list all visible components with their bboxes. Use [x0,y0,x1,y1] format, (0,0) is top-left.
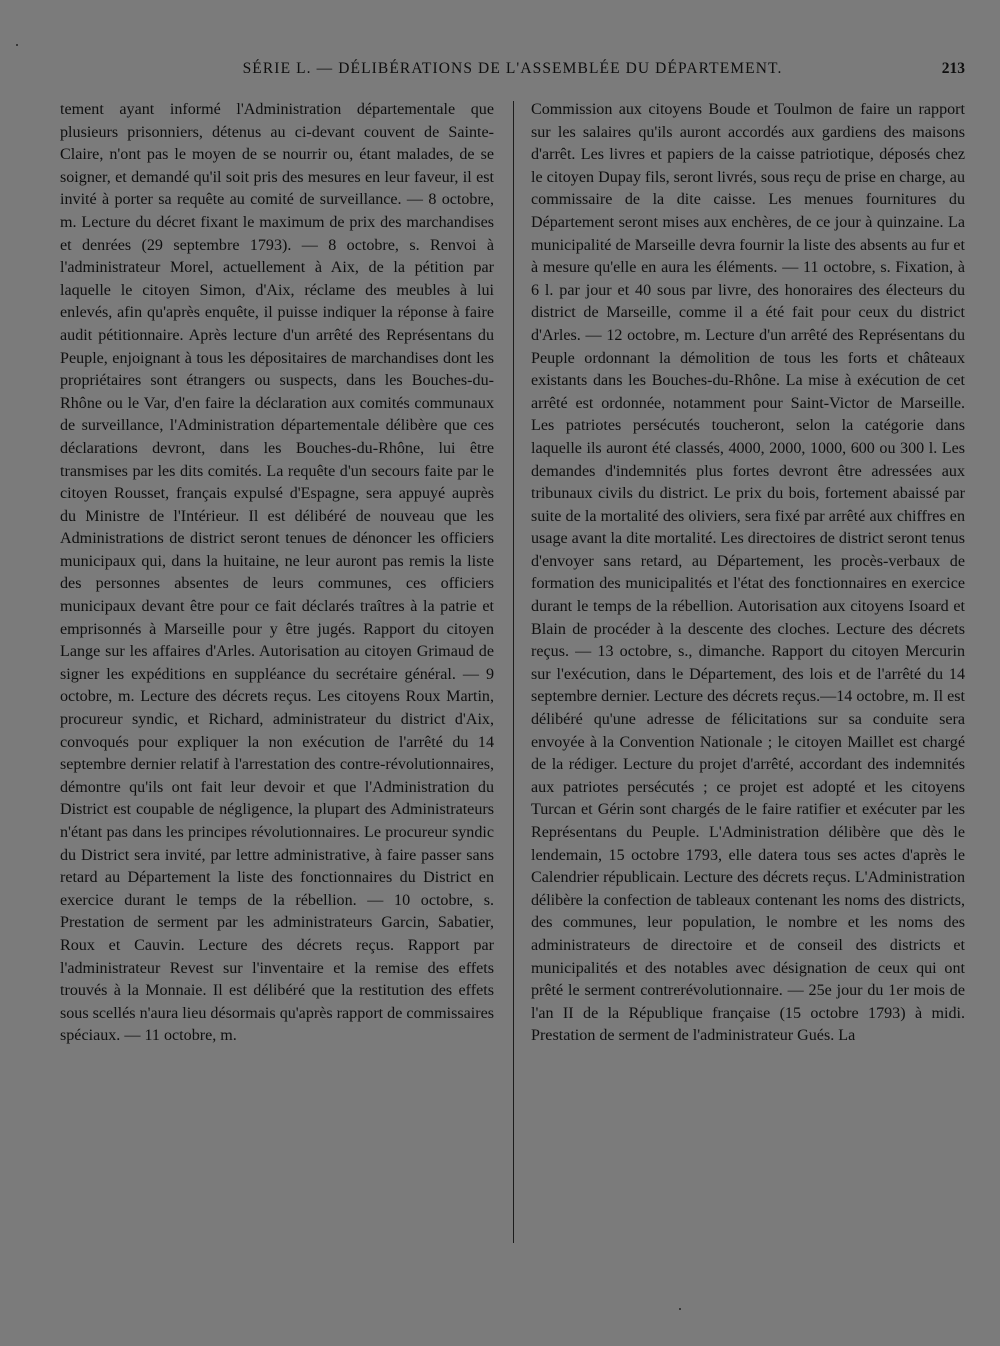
left-column-text: tement ayant informé l'Administration départementale que plusieurs prisonniers, détenus au ci-devant couvent de Sainte-Claire, n'ont pas le moyen de se nourrir ou, étant malades, de se soigner, et demandé qu'il soit pris des mesures en leur faveur, il est invité à porter sa requête au comité de surveillance. — 8 octobre, m. Lecture du décret fixant le maximum de prix des marchandises et denrées (29 septembre 1793). — 8 octobre, s. Renvoi à l'administrateur Morel, actuellement à Aix, de la pétition par laquelle le citoyen Simon, d'Aix, réclame des meubles à lui enlevés, afin qu'après enquête, il puisse indiquer la réponse à faire audit pétitionnaire. Après lecture d'un arrêté des Représentans du Peuple, enjoignant à tous les dépositaires de marchandises dont les propriétaires sont étrangers ou suspects, dans les Bouches-du-Rhône ou le Var, d'en faire la déclaration aux comités communaux de surveillance, l'Administration départementale délibère que ces déclarations devront, dans les Bouches-du-Rhône, lui être transmises par les dits comités. La requête d'un secours faite par le citoyen Rousset, français expulsé d'Espagne, sera appuyé auprès du Ministre de l'Intérieur. Il est délibéré de nouveau que les Administrations de district seront tenues de dénoncer les officiers municipaux qui, dans la huitaine, ne leur auront pas remis la liste des personnes absentes de leurs communes, ces officiers municipaux devant être pour ce fait déclarés traîtres à la patrie et emprisonnés à Marseille pour y être jugés. Rapport du citoyen Lange sur les affaires d'Arles. Autorisation au citoyen Grimaud de signer les expéditions en suppléance du secrétaire général. — 9 octobre, m. Lecture des décrets reçus. Les citoyens Roux Martin, procureur syndic, et Richard, administrateur du district d'Aix, convoqués pour expliquer la non exécution de l'arrêté du 14 septembre dernier relatif à l'arrestation des contre-révolutionnaires, démontre qu'ils ont fait leur devoir et que l'Administration du District est coupable de négligence, la plupart des Administrateurs n'étant pas dans les principes révolutionnaires. Le procureur syndic du District sera invité, par lettre administrative, à faire passer sans retard au Département la liste des fonctionnaires du District en exercice durant le temps de la rébellion. — 10 octobre, s. Prestation de serment par les administrateurs Garcin, Sabatier, Roux et Cauvin. Lecture des décrets reçus. Rapport par l'administrateur Revest sur l'inventaire et la remise des effets trouvés à la Monnaie. Il est délibéré que la restitution des effets sous scellés n'aura lieu désormais qu'après rapport de commissaires spéciaux. — 11 octobre, m. [60,101,494,1045]
scan-speck [16,44,18,46]
page-number: 213 [941,60,965,77]
column-divider [513,101,514,1243]
running-title: SÉRIE L. — DÉLIBÉRATIONS DE L'ASSEMBLÉE DU DÉPARTEMENT. [242,60,783,77]
right-column [531,99,965,1249]
left-column [60,99,494,1249]
right-column-text: Commission aux citoyens Boude et Toulmon de faire un rapport sur les salaires qu'ils auront accordés aux gardiens des maisons d'arrêt. Les livres et papiers de la caisse patriotique, déposés chez le citoyen Dupay fils, seront livrés, sous reçu de prise en charge, au commissaire de la dite caisse. Les menues fournitures du Département seront mises aux enchères, de ce jour à quinzaine. La municipalité de Marseille devra fournir la liste des absents au fur et à mesure qu'elle en aura les éléments. — 11 octobre, s. Fixation, à 6 l. par jour et 40 sous par livre, des honoraires des électeurs du district de Marseille, comme il a été fait pour ceux du district d'Arles. — 12 octobre, m. Lecture d'un arrêté des Représentans du Peuple ordonnant la démolition de tous les forts et châteaux existants dans les Bouches-du-Rhône. La mise à exécution de cet arrêté est ordonnée, notamment pour Saint-Victor de Marseille. Les patriotes persécutés toucheront, selon la catégorie dans laquelle ils auront été classés, 4000, 2000, 1000, 600 ou 300 l. Les demandes d'indemnités plus fortes devront être adressées aux tribunaux civils du district. Le prix du bois, fortement abaissé par suite de la mortalité des oliviers, sera fixé par arrêté aux chiffres en usage avant la dite mortalité. Les directoires de district seront tenus d'envoyer sans retard, au Département, les procès-verbaux de formation des municipalités et l'état des fonctionnaires en exercice durant le temps de la rébellion. Autorisation aux citoyens Isoard et Blain de procéder à la descente des cloches. Lecture des décrets reçus. — 13 octobre, s., dimanche. Rapport du citoyen Mercurin sur l'exécution, dans le Département, des lois et de l'arrêté du 14 septembre dernier. Lecture des décrets reçus.—14 octobre, m. Il est délibéré qu'une adresse de félicitations sur sa conduite sera envoyée à la Convention Nationale ; le citoyen Maillet est chargé de la rédiger. Lecture du projet d'arrêté, accordant des indemnités aux patriotes persécutés ; ce projet est adopté et les citoyens Turcan et Gérin sont chargés de le faire ratifier et exécuter par les Représentans du Peuple. L'Administration délibère que dès le lendemain, 15 octobre 1793, elle datera tous ses actes d'après le Calendrier républicain. Lecture des décrets reçus. L'Administration délibère la confection de tableaux contenant les noms des districts, des communes, leur population, le nombre et les noms des administrateurs de directoire et de conseil des districts et municipalités et des notables avec désignation de ceux qui ont prêté le serment contrerévolutionnaire. — 25e jour du 1er mois de l'an II de la République française (15 octobre 1793) à midi. Prestation de serment de l'administrateur Gués. La [531,101,965,1045]
scan-speck [679,1308,681,1310]
running-header [60,60,965,86]
